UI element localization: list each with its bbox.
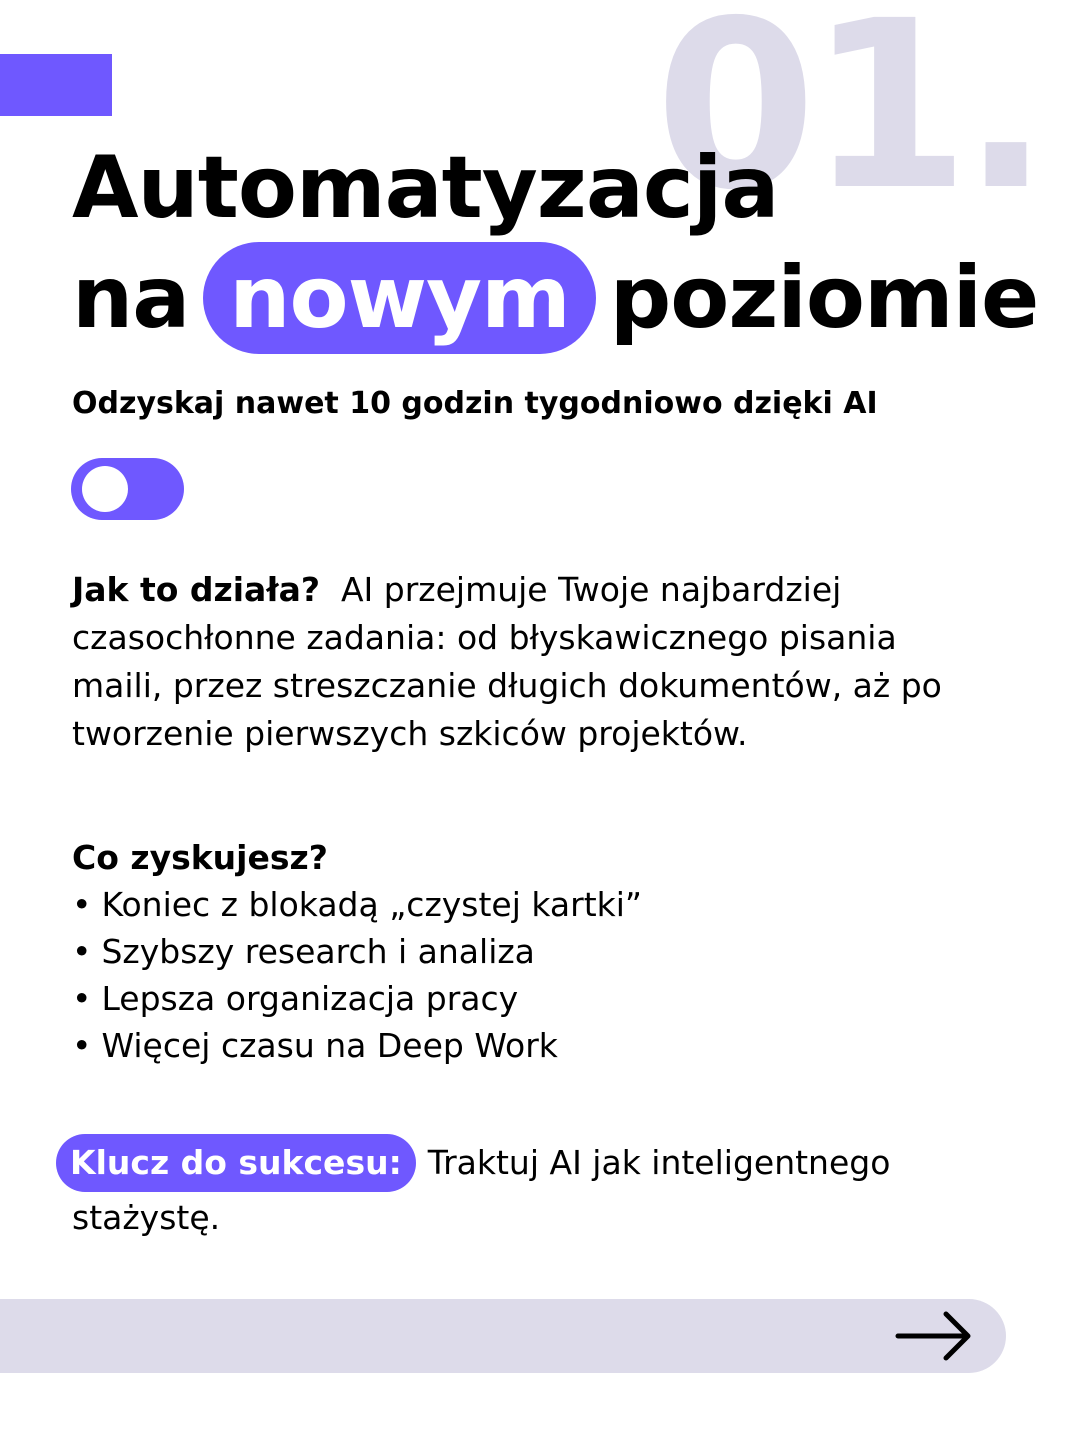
key-text-line-1: Traktuj AI jak inteligentnego bbox=[427, 1143, 891, 1182]
gains-heading: Co zyskujesz? bbox=[72, 838, 328, 877]
key-to-success bbox=[56, 1134, 936, 1244]
how-it-works-label: Jak to działa? bbox=[72, 570, 320, 609]
how-it-works-paragraph bbox=[72, 566, 972, 758]
arrow-right-icon[interactable] bbox=[894, 1309, 978, 1363]
next-slide-bar[interactable] bbox=[0, 1299, 1006, 1373]
title-highlight-pill: nowym bbox=[203, 242, 595, 354]
gains-section bbox=[72, 834, 642, 1069]
toggle-knob bbox=[82, 466, 128, 512]
title-line-2 bbox=[72, 242, 1038, 354]
list-item: • Więcej czasu na Deep Work bbox=[72, 1022, 642, 1069]
toggle-switch[interactable] bbox=[71, 458, 184, 520]
page-title bbox=[72, 134, 1038, 354]
gains-list bbox=[72, 881, 642, 1069]
list-item: • Lepsza organizacja pracy bbox=[72, 975, 642, 1022]
subtitle: Odzyskaj nawet 10 godzin tygodniowo dzięki AI bbox=[72, 386, 878, 421]
list-item: • Koniec z blokadą „czystej kartki” bbox=[72, 881, 642, 928]
how-it-works-text: AI przejmuje Twoje najbardziej czasochłonne zadania: od błyskawicznego pisania maili, przez streszczanie długich dokumentów, aż po tworzenie pierwszych szkiców projektów. bbox=[72, 570, 942, 753]
title-word-na: na bbox=[72, 248, 190, 348]
accent-bar bbox=[0, 54, 112, 116]
title-word-poziomie: poziomie bbox=[609, 248, 1039, 348]
title-line-1: Automatyzacja bbox=[72, 138, 779, 238]
key-text-line-2: stażystę. bbox=[72, 1198, 221, 1237]
list-item: • Szybszy research i analiza bbox=[72, 928, 642, 975]
key-badge: Klucz do sukcesu: bbox=[56, 1134, 416, 1192]
slide-number: 01. bbox=[655, 0, 1042, 241]
